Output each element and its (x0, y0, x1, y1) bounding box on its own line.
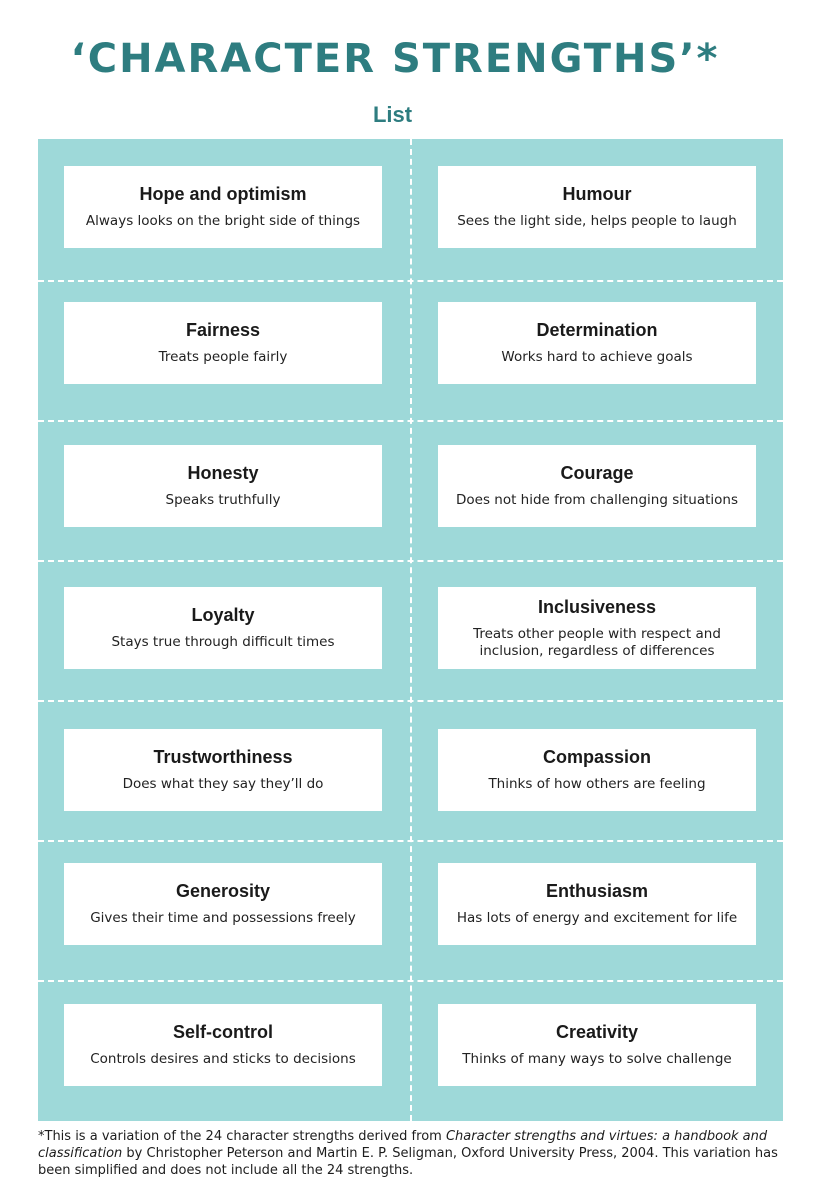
strength-card-hope-and-optimism (64, 166, 382, 248)
strength-description: Thinks of how others are feeling (488, 776, 706, 792)
strength-description: Treats people fairly (158, 349, 288, 365)
strength-description: Controls desires and sticks to decisions (90, 1051, 356, 1067)
strength-description: Has lots of energy and excitement for life (456, 910, 738, 926)
strength-name: Courage (560, 463, 634, 483)
footnote (38, 1128, 788, 1179)
horizontal-cut-line (38, 980, 783, 982)
strength-name: Enthusiasm (545, 881, 649, 901)
strength-description: Does what they say they’ll do (122, 776, 324, 792)
strength-name: Hope and optimism (139, 184, 307, 204)
vertical-cut-line (410, 139, 412, 1121)
page-subtitle: List (372, 102, 413, 127)
footnote-book-title: Character strengths and virtues: a handbook and classification (38, 1129, 768, 1161)
strength-card-honesty (64, 445, 382, 527)
strength-description: Does not hide from challenging situations (455, 492, 739, 508)
strength-card-trustworthiness (64, 729, 382, 811)
strength-name: Compassion (542, 747, 652, 767)
strength-name: Fairness (185, 320, 261, 340)
strength-description: Sees the light side, helps people to laugh (457, 213, 737, 229)
strength-description: Always looks on the bright side of things (85, 213, 361, 229)
strength-name: Self-control (172, 1022, 273, 1042)
strength-name: Determination (536, 320, 658, 340)
strength-name: Trustworthiness (153, 747, 293, 767)
strength-name: Loyalty (191, 605, 255, 625)
strength-card-humour (438, 166, 756, 248)
strength-description: Works hard to achieve goals (501, 349, 693, 365)
strength-card-generosity (64, 863, 382, 945)
horizontal-cut-line (38, 700, 783, 702)
strength-card-creativity (438, 1004, 756, 1086)
strength-description: Stays true through difficult times (111, 634, 335, 650)
horizontal-cut-line (38, 840, 783, 842)
strength-name: Generosity (175, 881, 271, 901)
strength-name: Creativity (555, 1022, 639, 1042)
footnote-text: *This is a variation of the 24 character strengths derived from (38, 1129, 446, 1144)
strength-card-inclusiveness (438, 587, 756, 669)
strength-description: Speaks truthfully (165, 492, 281, 508)
strength-card-fairness (64, 302, 382, 384)
strength-name: Humour (562, 184, 632, 204)
strength-name: Inclusiveness (537, 596, 657, 617)
strength-card-loyalty (64, 587, 382, 669)
strength-description: Thinks of many ways to solve challenge (462, 1051, 732, 1067)
horizontal-cut-line (38, 420, 783, 422)
horizontal-cut-line (38, 280, 783, 282)
strength-card-determination (438, 302, 756, 384)
strength-card-self-control (64, 1004, 382, 1086)
horizontal-cut-line (38, 560, 783, 562)
strength-description: Treats other people with respect and inclusion, regardless of differences (473, 625, 721, 659)
strength-card-compassion (438, 729, 756, 811)
strength-card-courage (438, 445, 756, 527)
strength-description: Gives their time and possessions freely (90, 910, 356, 926)
footnote-text: by Christopher Peterson and Martin E. P. Seligman, Oxford University Press, 2004. This variation has been simplified and does not include all the 24 strengths. (38, 1146, 778, 1178)
strength-card-enthusiasm (438, 863, 756, 945)
strength-name: Honesty (187, 463, 259, 483)
page-title: ‘CHARACTER STRENGTHS’* (70, 36, 720, 82)
